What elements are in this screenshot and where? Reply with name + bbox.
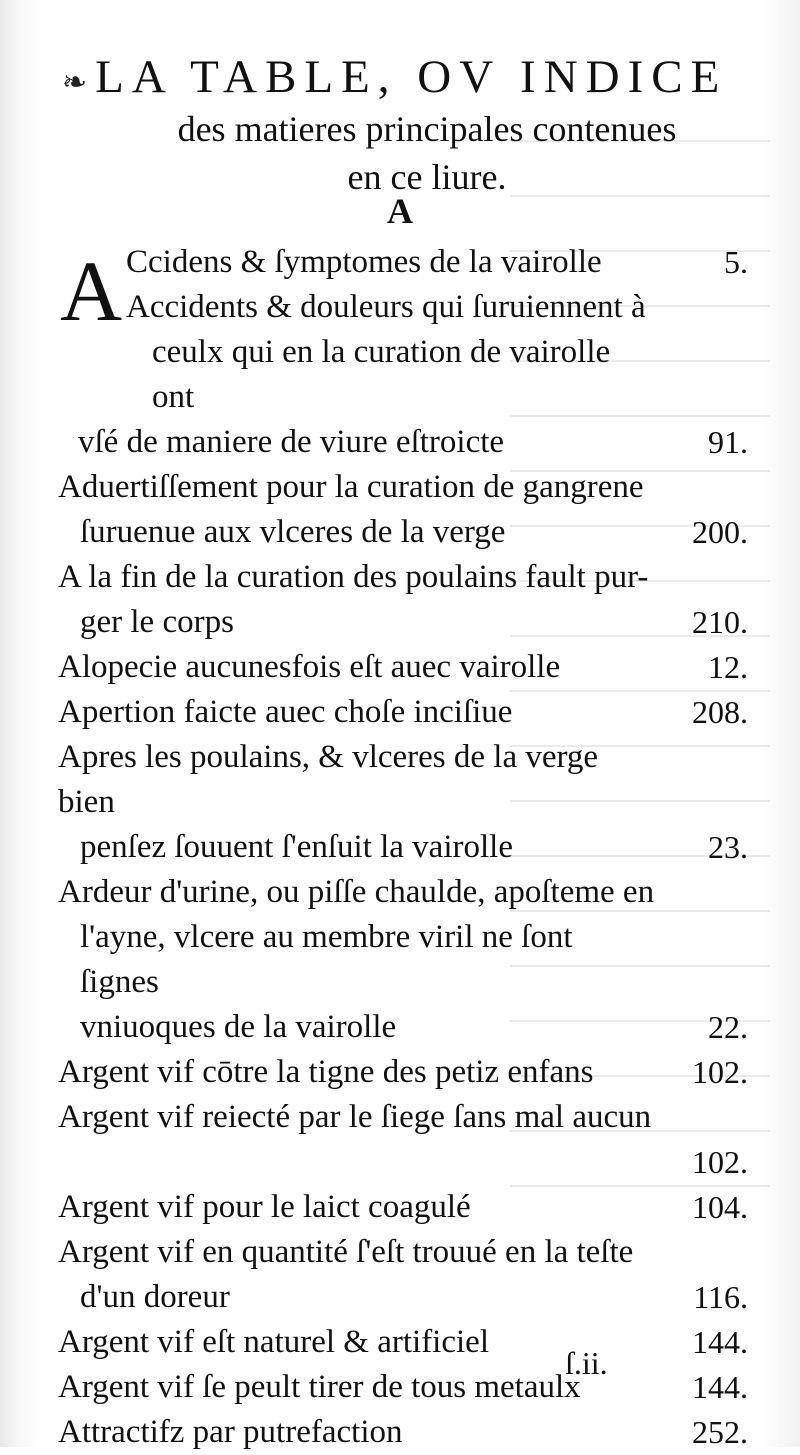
entry-line: penſez ſouuent ſ'enſuit la vairolle [80,829,513,865]
entry-line: ger le corps [80,604,234,640]
entry-line: vniuoques de la vairolle [80,1009,397,1045]
page-number: 12. [708,649,748,685]
page-number: 5. [724,244,748,280]
page-number: 23. [708,829,748,865]
entry-text: vſé de maniere de viure eſtroicte [78,424,505,460]
page-number: 102. [692,1054,748,1090]
entry-line [58,1140,658,1185]
index-entry [58,1050,748,1095]
entry-line: Apertion faicte auec choſe inciſiue [58,694,513,730]
entry-line: Attractifz par putrefaction [58,1414,403,1450]
entry-list [58,465,748,1455]
entry-line: A la fin de la curation des poulains fault pur- [58,559,649,595]
entry-line: Alopecie aucunesfois eſt auec vairolle [58,649,561,685]
title-line [62,50,752,104]
entry-line [78,420,748,465]
signature-mark: ſ.ii. [565,1345,608,1381]
page-number: 200. [692,514,748,550]
entry-line: Argent vif cōtre la tigne des petiz enfans [58,1054,594,1090]
index-entry [58,1320,748,1365]
page-number: 144. [692,1369,748,1405]
index-entry [58,735,748,870]
entry-line: Argent vif pour le laict coagulé [58,1189,471,1225]
index-entry-first [58,240,748,465]
index-entry [58,1365,748,1410]
entry-line [126,240,748,285]
index-entry [58,1095,748,1185]
entry-line: Apres les poulains, & vlceres de la verge bien [58,739,599,820]
index-entry [58,1410,748,1455]
index-entry [58,1185,748,1230]
entry-line: Argent vif eſt naturel & artificiel [58,1324,489,1360]
entry-line: Ardeur d'urine, ou piſſe chaulde, apoſteme en [58,874,655,910]
page-number: 208. [692,694,748,730]
index-entry [58,645,748,690]
entry-line: Argent vif reiecté par le ſiege ſans mal aucun [58,1099,652,1135]
index-entry [58,690,748,735]
entry-line: l'ayne, vlcere au membre viril ne ſont ſignes [80,919,573,1000]
section-letter: A [387,191,413,231]
page-number: 210. [692,604,748,640]
index-entry [58,465,748,555]
page-title: LA TABLE, OV INDICE [95,51,728,103]
page-number: 102. [692,1144,748,1180]
page-number: 104. [692,1189,748,1225]
entry-line: Argent vif ſe peult tirer de tous metaulx [58,1369,581,1405]
page-number: 144. [692,1324,748,1360]
page-number: 116. [693,1279,748,1315]
index-entry [58,870,748,1050]
entry-text: Ccidens & ſymptomes de la vairolle [126,244,602,280]
entry-line: ceulx qui en la curation de vairolle ont [152,334,611,415]
entry-line: Argent vif en quantité ſ'eſt trouué en la teſte [58,1234,634,1270]
subtitle-line-2: en ce liure. [347,157,507,197]
entry-line: d'un doreur [80,1279,230,1315]
fleuron-icon: ❧ [62,66,88,99]
entry-line: ſuruenue aux vlceres de la verge [80,514,506,550]
index-entry [58,1230,748,1320]
subtitle-line-1: des matieres principales contenues [177,109,677,149]
page-number: 91. [708,424,748,460]
entry-line: Accidents & douleurs qui ſuruiennent à [126,289,646,325]
page-number: 22. [708,1009,748,1045]
page-number: 252. [692,1414,748,1450]
index-entries [58,240,748,1455]
header [62,50,752,200]
drop-cap: A [60,243,123,339]
index-entry [58,555,748,645]
entry-line: Aduertiſſement pour la curation de gangrene [58,469,644,505]
